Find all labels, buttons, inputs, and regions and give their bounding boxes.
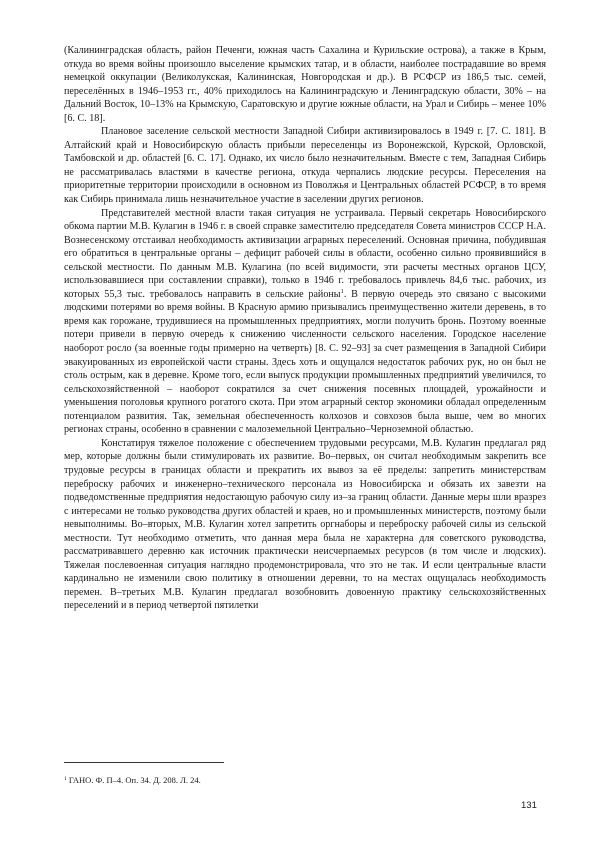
footnote-reference[interactable]: 1 [340, 287, 344, 295]
main-text [64, 44, 546, 613]
footnote [64, 775, 201, 786]
footnote-divider [64, 762, 224, 763]
paragraph: (Калининградская область, район Печенги, южная часть Сахалина и Курильские острова), а также в Крым, откуда во время войны произошло выселение крымских татар, и в области, наиболее пострадавшие во время немецкой оккупации (Великолукская, Калининская, Новгородская и др.). В РСФСР из 186,5 тыс. семей, переселённых в 1946–1953 гг., 40% приходилось на Калининградскую и Ленинградскую области, 30% – на Дальний Восток, 10–13% на Крымскую, Саратовскую и другие южные области, на Урал и Сибирь – менее 10% [6. С. 18]. [64, 45, 546, 124]
paragraph: Констатируя тяжелое положение с обеспечением трудовыми ресурсами, М.В. Кулагин предлагал ряд мер, которые должны были стимулировать их развитие. Во–первых, он считал необходимым закрепить все трудовые ресурсы в границах области и прекратить их вывоз за её пределы: запретить министерствам переброску рабочих и инженерно–технического персонала из Новосибирска и обязать их завезти на подведомственные предприятия недостающую рабочую силу из–за границ области. Данные меры шли вразрез с интересами не только руководства других областей и краев, но и промышленных министерств, поэтому были невыполнимы. Во–вторых, М.В. Кулагин хотел запретить оргнаборы и переброску рабочей силы из сельской местности. Тут необходимо отметить, что данная мера была не характерна для советского руководства, рассматривавшего деревню как источник практически неисчерпаемых ресурсов (в том числе и людских). Тяжелая послевоенная ситуация наглядно продемонстрировала, что это не так. И если центральные власти кардинально не изменили свою политику в отношении деревни, то на местах ощущалась необходимость перемен. В–третьих М.В. Кулагин предлагал возобновить довоенную практику сельскохозяйственных переселений и в период четвертой пятилетки [64, 437, 546, 612]
paragraph [64, 207, 546, 437]
footnote-text: ГАНО. Ф. П–4. Оп. 34. Д. 208. Л. 24. [66, 775, 201, 785]
page-number: 131 [521, 800, 537, 811]
footnote-mark: 1 [64, 776, 67, 782]
paragraph-text: Представителей местной власти такая ситуация не устраивала. Первый секретарь Новосибирского обкома партии М.В. Кулагин в 1946 г. в своей справке заместителю председателя Совета министров СССР Н.А. Вознесенскому отстаивал необходимость активизации аграрных переселений. Основная причина, побудившая его обратиться в центральные органы – дефицит рабочей силы в области, особенно сильно проявившийся в сельской местности. По данным М.В. Кулагина (по всей видимости, эти расчеты местных органов ЦСУ, использовавшиеся при составлении справки), только в 1946 г. требовалось привлечь 84,6 тыс. рабочих, из которых 55,3 тыс. требовалось направить в сельские районы [64, 207, 546, 300]
paragraph-text: . В первую очередь это связано с высокими людскими потерями во время войны. В Красную армию призывались преимущественно жители деревень, в то время как горожане, трудившиеся на промышленных предприятиях, могли получить бронь. Поэтому военные потери привели в первую очередь к снижению численности сельского населения. Городское население наоборот росло (за военные годы примерно на четверть) [8. С. 92–93] за счет размещения в Западной Сибири эвакуированных из европейской части страны. Здесь хоть и ощущался недостаток рабочих рук, но он был не столь острым, как в деревне. Кроме того, если выпуск продукции промышленных предприятий увеличился, то сельскохозяйственной – наоборот сократился за счет снижения посевных площадей, урожайности и уменьшения поголовья крупного рогатого скота. При этом аграрный сектор экономики обладал определенным потенциалом развития. Так, земельная обеспеченность колхозов и совхозов была выше, чем во многих регионах страны, особенно в сравнении с малоземельной Центрально–Черноземной областью. [64, 288, 547, 436]
paragraph: Плановое заселение сельской местности Западной Сибири активизировалось в 1949 г. [7. С. 181]. В Алтайский край и Новосибирскую область прибыли переселенцы из Воронежской, Курской, Орловской, Тамбовской и др. областей [6. С. 17]. Однако, их число было незначительным. Вместе с тем, Западная Сибирь не рассматривалась властями в качестве региона, откуда черпались людские ресурсы. Переселения на приоритетные территории происходили в основном из Поволжья и Центральных областей РСФСР, в то время как Сибирь принимала лишь незначительное участие в заселении других регионов. [64, 126, 546, 206]
